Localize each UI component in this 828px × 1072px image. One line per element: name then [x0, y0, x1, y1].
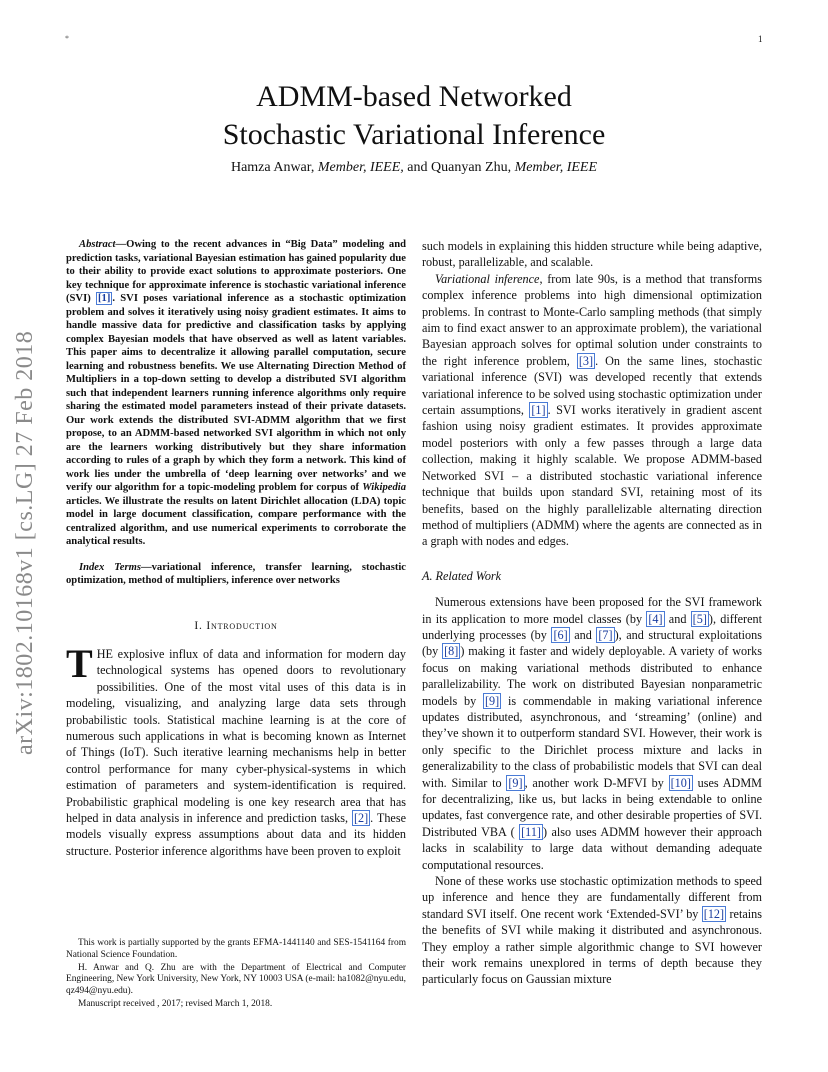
author-joiner: and Quanyan Zhu, [407, 160, 512, 175]
header-mark: * [65, 34, 69, 43]
citation-link[interactable]: [1] [98, 293, 111, 304]
text: Numerous extensions have been proposed for the SVI framework in its application to more model classes (by [422, 595, 762, 626]
text: ), and structural exploitations (by [422, 627, 762, 659]
abstract-lead: Abstract [79, 239, 116, 250]
author-2-role: Member, IEEE [514, 160, 598, 175]
abstract-body: —Owing to the recent advances in “Big Data” modeling and prediction tasks, variational Bayesian estimation has gained popularity due to their ability to provide exact solutions to approximate posteriors. One key technique for approximate inference is stochastic variational inference (SVI) [66, 239, 406, 304]
subsection-heading-related-work: A. Related Work [422, 568, 502, 583]
footnotes [66, 938, 406, 1012]
footnote-funding: This work is partially supported by the grants EFMA-1441140 and SES-1541164 from National Science Foundation. [66, 938, 406, 960]
paragraph: such models in explaining this hidden structure while being adaptive, robust, parallelizable, and scalable. [422, 239, 762, 270]
citation-link[interactable]: [9] [508, 775, 523, 790]
author-1: Hamza Anwar, [230, 160, 315, 175]
dropcap: T [66, 640, 93, 686]
footnote-manuscript: Manuscript received , 2017; revised March 1, 2018. [78, 998, 273, 1009]
citation-link[interactable]: [9] [485, 693, 500, 708]
paragraph-related-work [422, 594, 762, 873]
citation-link[interactable]: [11] [521, 824, 541, 839]
citation-link[interactable]: [3] [578, 353, 594, 368]
citation-link[interactable]: [6] [553, 627, 568, 642]
text: . SVI works iteratively in gradient ascent fashion using noisy gradient estimates. It provides approximate model posteriors with only a few passes through a large data collection, making it highly scalable. We propose ADMM-based Networked SVI – a distributed stochastic variational inference technique that builds upon standard SVI, retaining most of its benefits, based on the highly parallelizable alternating direction method of multipliers (ADMM) where the agents are connected as in a graph with nodes and edges. [422, 403, 762, 549]
abstract-wiki: Wikipedia [362, 482, 406, 493]
page-number: 1 [758, 34, 763, 44]
citation-link[interactable]: [10] [670, 775, 691, 790]
text: ) making it faster and widely deployable. A variety of works focus on making variational methods distributed to enhance parallelizability. The work on distributed Bayesian nonparametric models by [422, 644, 762, 708]
left-column [66, 238, 406, 859]
citation-link[interactable]: [5] [692, 611, 707, 626]
citation-link[interactable]: [12] [703, 906, 725, 921]
text: ) also uses ADMM however their approach lacks in scalability to large data without demanding adequate computational resources. [422, 824, 762, 872]
author-line [0, 160, 828, 176]
text: retains the benefits of SVI while making it distributed and asynchronous. They employ a rather simple algorithmic change to SVI however their work remains unexplored in terms of depth because they particularly focus on Gaussian mixture [422, 906, 762, 987]
intro-paragraph [66, 640, 406, 859]
text: , from late 90s, is a method that transforms complex inference problems into high dimensional optimization problems. In contrast to Monte-Carlo sampling methods (that simply aim to find exact answer to an approximate problem), the variational Bayesian approach solves for optimal solution under constraints to the right inference problem, [422, 271, 762, 368]
paper-title [0, 78, 828, 154]
title-line-1: ADMM-based Networked [256, 80, 572, 113]
index-terms-body: —variational inference, transfer learning, stochastic optimization, method of multipliers, inference over networks [66, 561, 406, 586]
section-heading-introduction: I. Introduction [194, 619, 278, 632]
text: and [664, 611, 691, 626]
right-column [422, 238, 762, 988]
paragraph-variational-inference [422, 271, 762, 550]
arxiv-stamp: arXiv:1802.10168v1 [cs.LG] 27 Feb 2018 [12, 330, 38, 755]
text: . On the same lines, stochastic variational inference (SVI) was developed recently that extends variational inference to be solved using stochastic optimization under certain assumptions, [422, 353, 762, 418]
citation-link[interactable]: [7] [598, 627, 613, 642]
abstract [66, 238, 406, 549]
footnote-affiliation: H. Anwar and Q. Zhu are with the Department of Electrical and Computer Engineering, New York University, New York, NY 10003 USA (e-mail: ha1082@nyu.edu, qz494@nyu.edu). [66, 962, 406, 997]
author-1-role: Member, IEEE, [317, 160, 404, 175]
abstract-body-2: . SVI poses variational inference as a stochastic optimization problem and solves it iteratively using noisy gradient estimates. It aims to handle massive data for predictive and classification tasks by applying complex Bayesian models that have observed as well as latent variables. This paper aims to decentralize it allowing parallel computation, secure learning and robustness benefits. We use Alternating Direction Method of Multipliers in a top-down setting to develop a distributed SVI algorithm such that independent learners running inference algorithms only require sharing the estimated model parameters instead of their private datasets. Our work extends the distributed SVI-ADMM algorithm that we first propose, to an ADMM-based networked SVI algorithm in which not only are the learners working distributively but they share information according to rules of a graph by which they form a network. This kind of work lies under the umbrella of ‘deep learning over networks’ and we verify our algorithm for a topic-modeling problem for corpus of [66, 293, 406, 493]
text: is commendable in making variational inference updates distributed, asynchronous, and ‘streaming’ (online) and they’ve shown it to outperform standard SVI. However, their work is only specific to the Dirichlet process mixture and lacks in generalizability to the class of probabilistic models that SVI can deal with. Similar to [422, 693, 762, 790]
abstract-body-3: articles. We illustrate the results on latent Dirichlet allocation (LDA) topic model in large document classification, compare performance with the centralized algorithm, and use numerical experiments to corroborate the analytical results. [66, 495, 406, 547]
title-line-2: Stochastic Variational Inference [222, 118, 606, 151]
text: and [569, 627, 597, 642]
intro-text-b: . These models visually express assumptions about data and its hidden structure. Posterior inference algorithms have been proven to exploit [66, 810, 406, 858]
citation-link[interactable]: [4] [648, 611, 663, 626]
paragraph-related-work-2 [422, 873, 762, 988]
text: ), different underlying processes (by [422, 611, 762, 642]
citation-link[interactable]: [1] [531, 403, 546, 418]
term-variational-inference: Variational inference [435, 271, 540, 286]
text: None of these works use stochastic optimization methods to speed up inference and hence they are fundamentally different from standard SVI itself. One recent work ‘Extended-SVI’ by [422, 874, 762, 921]
text: , another work D-MFVI by [524, 775, 669, 790]
index-terms-lead: Index Terms [79, 561, 141, 573]
citation-link[interactable]: [8] [444, 644, 459, 659]
text: uses ADMM for decentralizing, like us, but lacks in being extendable to online updates, fast convergence rate, and other desirable properties of SVI. Distributed VBA ( [422, 775, 763, 839]
citation-link[interactable]: [2] [353, 810, 369, 825]
index-terms [66, 561, 406, 588]
intro-text-a: HE explosive influx of data and information for modern day technological systems has opened doors to revolutionary possibilities. One of the most vital uses of this data is in modeling, visualizing, and analyzing large data sets through probabilistic tools. Statistical machine learning is at the core of numerous such applications in what is becoming known as Internet of Things (IoT). Such iterative learning mechanisms help in better control performance for many cyber-physical-systems in which estimation of parameters and system-identification is required. Probabilistic graphical modeling is one key research area that has helped in data analysis in inference and prediction tasks, [66, 646, 406, 825]
